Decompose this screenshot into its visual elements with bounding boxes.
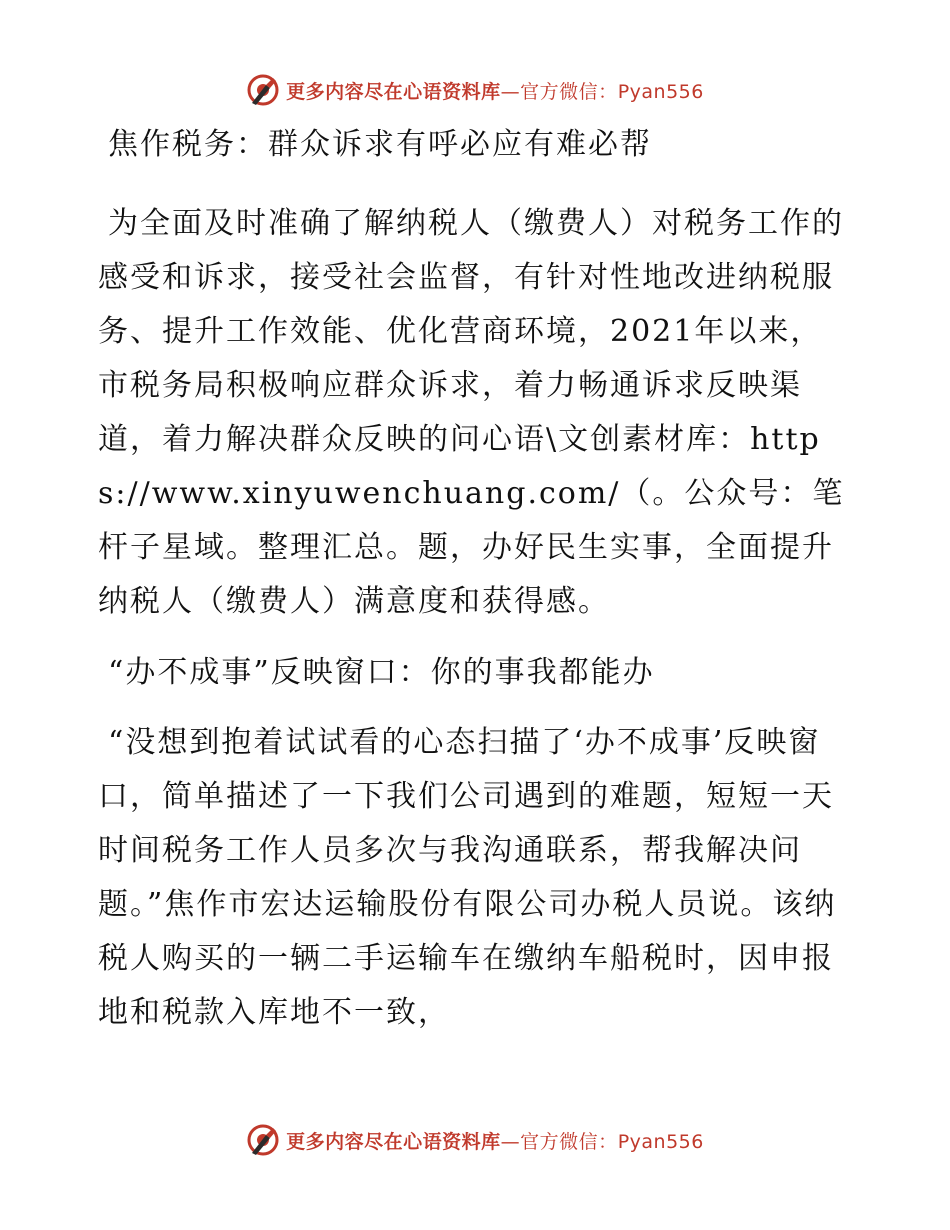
banner-main-text: 更多内容尽在心语资料库 — [286, 80, 501, 103]
header-watermark-banner — [0, 70, 950, 110]
document-title: 焦作税务：群众诉求有呼必应有难必帮 — [108, 127, 652, 162]
footer-watermark-banner — [0, 1120, 950, 1160]
banner-text — [286, 77, 704, 104]
paragraph-case: “没想到抱着试试看的心态扫描了‘办不成事’反映窗口，简单描述了一下我们公司遇到的难题，短短一天时间税务工作人员多次与我沟通联系，帮我解决问题。”焦作市宏达运输股份有限公司办税人员说。该纳税人购买的一辆二手运输车在缴纳车船税时，因申报地和税款入库地不一致， — [98, 725, 837, 1030]
banner-dash: — — [500, 80, 521, 103]
banner-official-text: 官方微信 — [520, 80, 599, 103]
banner-main-text: 更多内容尽在心语资料库 — [286, 1130, 501, 1153]
banner-wechat-id: Pyan556 — [617, 80, 704, 103]
banner-wechat-id: Pyan556 — [617, 1130, 704, 1153]
banner-text — [286, 1127, 704, 1154]
pen-logo-icon — [246, 73, 280, 107]
banner-dash: — — [500, 1130, 521, 1153]
section-heading: “办不成事”反映窗口：你的事我都能办 — [108, 655, 655, 690]
document-body — [98, 120, 850, 1040]
pen-logo-icon — [246, 1123, 280, 1157]
banner-separator: ： — [598, 80, 618, 103]
banner-separator: ： — [598, 1130, 618, 1153]
banner-official-text: 官方微信 — [520, 1130, 599, 1153]
paragraph-intro: 为全面及时准确了解纳税人（缴费人）对税务工作的感受和诉求，接受社会监督，有针对性地改进纳税服务、提升工作效能、优化营商环境，2021年以来，市税务局积极响应群众诉求，着力畅通诉求反映渠道，着力解决群众反映的问心语\文创素材库：https://www.xinyuwenchuang.com/（。公众号：笔杆子星域。整理汇总。题，办好民生实事，全面提升纳税人（缴费人）满意度和获得感。 — [98, 206, 845, 619]
